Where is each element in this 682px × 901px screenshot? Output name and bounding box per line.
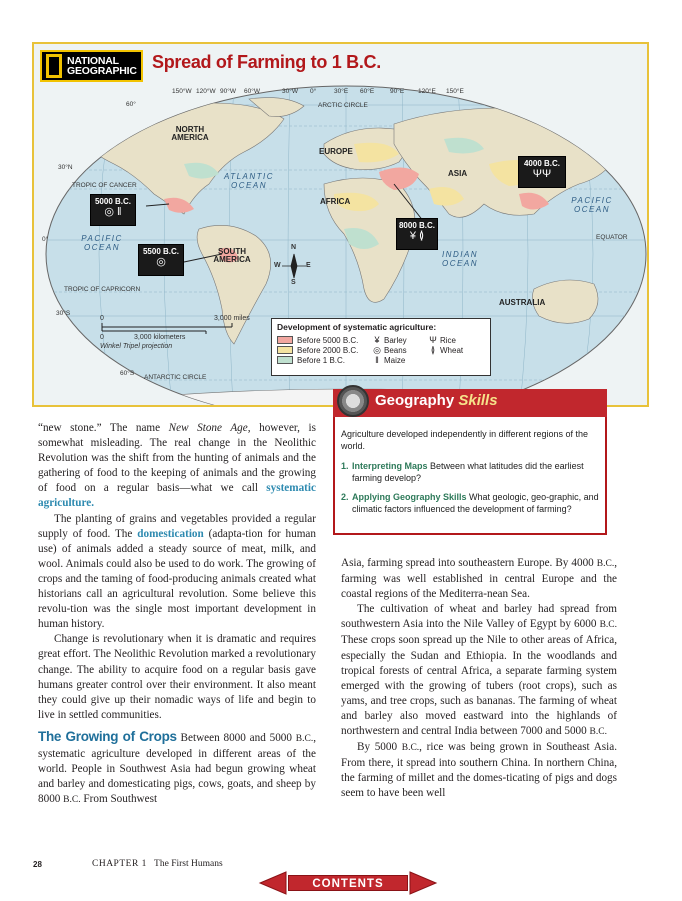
skills-question-1 (341, 461, 599, 484)
date-label: 5000 B.C. (94, 197, 132, 206)
map-legend (271, 318, 491, 376)
lon-label: 120°E (418, 88, 436, 95)
chapter-label (92, 859, 223, 869)
lon-label: 30°W (282, 88, 298, 95)
paragraph: The cultivation of wheat and barley had spread from southwestern Asia into the Nile Valley of Egypt by 6000 B.C. These crops soon spread up the Nile to other areas of Africa, especially the Sudan and Ethiopia. In the woodlands and tropical forests of central Africa, a separate farming system emerged with the growing of tubers (root crops), such as yams, and tree crops, such as bananas. The farming of wheat and barley also moved eastward into the highlands of northwestern and central India between 7000 and 5000 B.C. (341, 603, 617, 738)
south-america-label: SOUTH AMERICA (213, 247, 251, 264)
question-text: Between what latitudes did the earliest farming develop? (352, 461, 584, 483)
lon-label: 60°W (244, 88, 260, 95)
date-label: 4000 B.C. (523, 159, 561, 168)
map-title: Spread of Farming to 1 B.C. (152, 52, 381, 72)
lat-label: 0° (42, 236, 49, 243)
question-title: Interpreting Maps (352, 461, 428, 471)
pacific-ocean-west-label: PACIFIC OCEAN (81, 234, 123, 252)
compass-w: W (274, 262, 281, 269)
brand-line-1: NATIONAL (67, 55, 119, 67)
chapter-number: CHAPTER 1 (92, 859, 147, 869)
atlantic-ocean-label: ATLANTIC OCEAN (223, 172, 275, 190)
ng-yellow-frame-icon (46, 54, 62, 78)
lon-label: 150°E (446, 88, 464, 95)
compass-icon (337, 385, 369, 417)
legend-period: Before 2000 B.C. (297, 345, 359, 355)
lat-label: 60° (126, 101, 136, 108)
lon-label: 90°E (390, 88, 405, 95)
compass-n: N (291, 244, 297, 251)
legend-period: Before 1 B.C. (297, 355, 346, 365)
page-number: 28 (33, 860, 42, 869)
term-domestication: domestication (137, 527, 204, 540)
date-box-8000bc (396, 218, 438, 250)
skills-question-2 (341, 492, 599, 515)
australia-label: AUSTRALIA (499, 298, 546, 307)
date-box-5000bc (90, 194, 136, 226)
paragraph: The Growing of Crops Between 8000 and 5000 B.C., systematic agriculture developed in different areas of the world. People in Southwest Asia had begun growing wheat and barley and domesticating pigs, cows, goats, and sheep by 8000 B.C. From Southwest (38, 728, 317, 806)
lon-label: 90°W (220, 88, 236, 95)
rice-icon: ΨΨ (532, 168, 552, 180)
arctic-circle-label: ARCTIC CIRCLE (318, 102, 368, 109)
lon-label: 150°W (172, 88, 192, 95)
rice-icon: Ψ (429, 335, 437, 345)
paragraph: Change is revolutionary when it is dramatic and requires great effort. The Neolithic Revolution marked a revolutionary change. The ability to acquire food on a regular basis gave humans greater control over their environment. It also meant they could give up their nomadic ways of life and begin to live in settled communities. (38, 633, 316, 721)
legend-title: Development of systematic agriculture: (277, 322, 437, 332)
beans-icon: ◎ (156, 256, 166, 268)
legend-crop: Barley (384, 335, 407, 345)
indian-ocean-label: INDIAN OCEAN (441, 250, 479, 268)
tropic-of-capricorn-label: TROPIC OF CAPRICORN (64, 286, 141, 293)
skills-header (333, 389, 607, 417)
legend-swatch-before-1 (277, 356, 293, 364)
skills-title (375, 392, 498, 409)
scale-miles-zero: 0 (100, 315, 104, 322)
lat-label: 30°N (58, 164, 73, 171)
contents-label[interactable]: CONTENTS (288, 875, 408, 891)
north-america-label: NORTH AMERICA (171, 125, 209, 142)
lon-label: 60°E (360, 88, 375, 95)
barley-wheat-icon: ¥ ≬ (409, 230, 425, 242)
legend-crop: Beans (384, 345, 407, 355)
skills-title-plain: Geography (375, 392, 455, 409)
paragraph: “new stone.” The name New Stone Age, however, is somewhat misleading. The real change in the Neolithic Revolution was the shift from the hunting of animals and the gathering of food to the keeping of animals and the growing of food on a regular basis—what we call systematic agriculture. (38, 422, 317, 510)
subheading-growing-of-crops: The Growing of Crops (38, 728, 177, 744)
scale-miles-label: 3,000 miles (214, 315, 250, 322)
maize-icon: ‖ (375, 355, 379, 365)
brand-line-2: GEOGRAPHIC (67, 65, 137, 77)
paragraph: By 5000 B.C., rice was being grown in Southeast Asia. From there, it spread into southern China. In northern China, the farming of millet and the domes-ticating of pigs and dogs seem to have been well (341, 741, 617, 800)
tropic-of-cancer-label: TROPIC OF CANCER (72, 182, 137, 189)
question-number: 2. (341, 492, 349, 502)
lat-label: 30°S (56, 310, 71, 317)
africa-label: AFRICA (320, 197, 351, 206)
date-label: 5500 B.C. (142, 247, 180, 256)
pacific-ocean-east-label: PACIFIC OCEAN (571, 196, 613, 214)
equator-label: EQUATOR (596, 234, 628, 241)
legend-swatch-before-5000 (277, 336, 293, 344)
beans-icon: ◎ (373, 344, 381, 355)
date-label: 8000 B.C. (398, 221, 436, 230)
prev-arrow-icon (260, 872, 286, 894)
left-text-column (38, 421, 316, 808)
legend-swatch-before-2000 (277, 346, 293, 354)
compass-s: S (291, 279, 296, 286)
legend-crop: Rice (440, 335, 457, 345)
date-box-4000bc (518, 156, 566, 188)
wheat-icon: ≬ (430, 344, 436, 355)
national-geographic-logo (40, 50, 143, 82)
beans-maize-icon: ◎ ‖ (104, 206, 122, 218)
question-number: 1. (341, 461, 349, 471)
right-text-column (341, 556, 617, 802)
term-systematic-agriculture: systematic agriculture. (38, 482, 316, 510)
question-title: Applying Geography Skills (352, 492, 467, 502)
projection-label: Winkel Tripel projection (100, 343, 173, 350)
lat-label: 60°S (120, 370, 135, 377)
question-text: What geologic, geo-graphic, and climatic factors influenced the development of farming? (352, 492, 599, 514)
chapter-title: The First Humans (154, 859, 223, 869)
farming-map (32, 42, 649, 407)
barley-icon: ¥ (374, 335, 380, 345)
legend-crop: Wheat (440, 345, 464, 355)
geography-skills-box (333, 389, 607, 535)
paragraph: Asia, farming spread into southeastern Europe. By 4000 B.C., farming was well established in central Europe and the coastal regions of the Mediterra-nean Sea. (341, 557, 617, 601)
lon-label: 0° (310, 88, 317, 95)
next-arrow-icon (410, 872, 436, 894)
legend-period: Before 5000 B.C. (297, 335, 359, 345)
legend-crop: Maize (384, 355, 406, 365)
scale-km-label: 3,000 kilometers (134, 334, 186, 341)
europe-label: EUROPE (319, 147, 353, 156)
paragraph: The planting of grains and vegetables provided a regular supply of food. The domestication (adapta-tion for human use) of animals added a steady source of meat, milk, and wool. Animals could also be used to do work. The growing of crops and the taming of food-producing animals created what historians call an agricultural revolution. Some believe this revolu-tion was the single most important development in human history. (38, 512, 316, 631)
contents-button[interactable] (258, 870, 438, 896)
compass-e: E (306, 262, 311, 269)
lon-label: 120°W (196, 88, 216, 95)
antarctic-circle-label: ANTARCTIC CIRCLE (144, 374, 207, 381)
scale-km-zero: 0 (100, 334, 104, 341)
lon-label: 30°E (334, 88, 349, 95)
skills-title-italic: Skills (458, 392, 498, 409)
date-box-5500bc (138, 244, 184, 276)
asia-label: ASIA (448, 169, 468, 178)
skills-intro: Agriculture developed independently in different regions of the world. (341, 429, 589, 451)
